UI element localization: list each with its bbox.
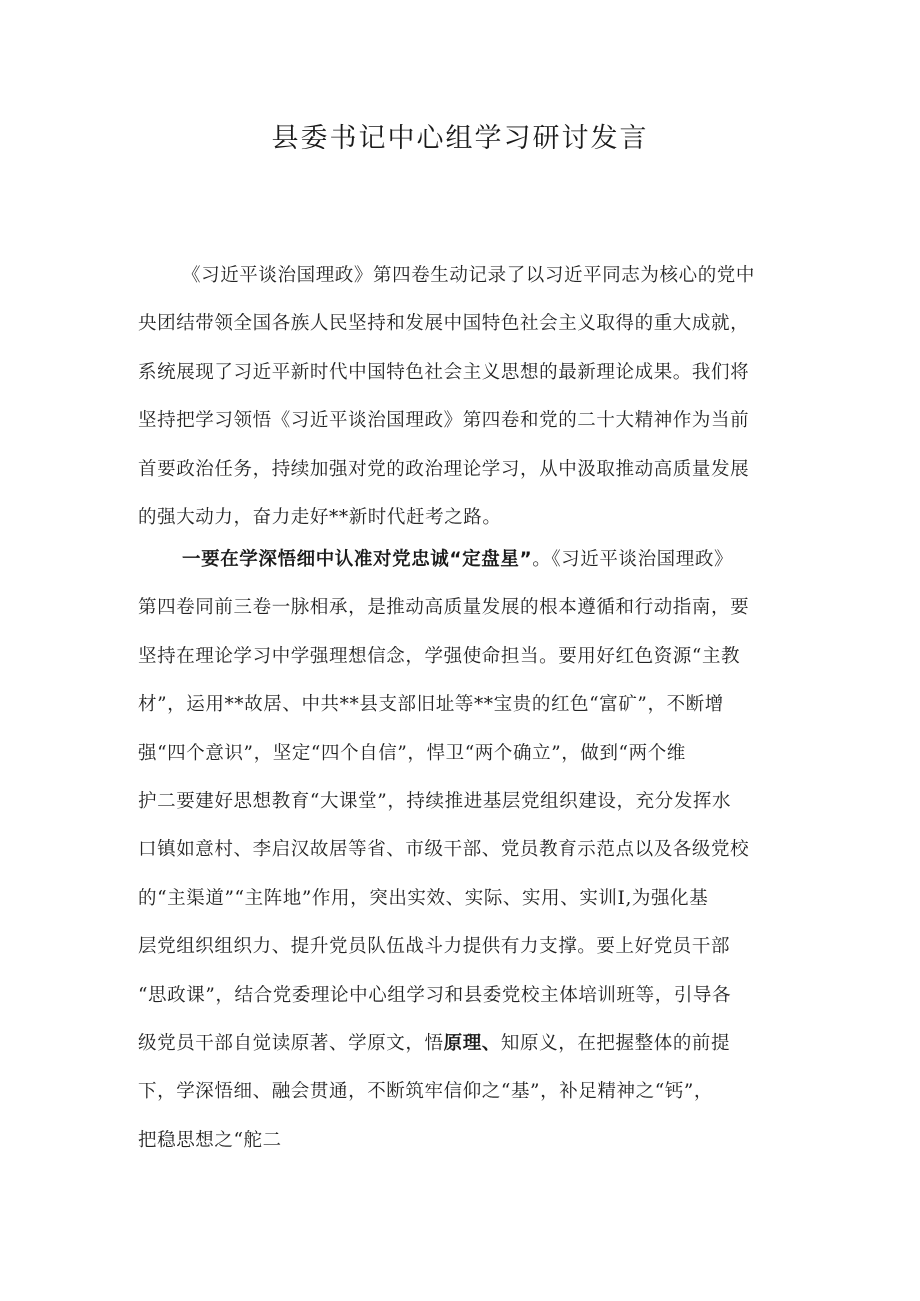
paragraph-line: 的强大动力，奋力走好**新时代赶考之路。 — [138, 506, 502, 528]
emphasis-text: 原理、 — [443, 1032, 501, 1054]
paragraph-line: 坚持把学习领悟《习近平谈治国理政》第四卷和党的二十大精神作为当前 — [138, 410, 750, 432]
paragraph-line: 材”，运用**故居、中共**县支部旧址等**宝贵的红色“富矿”，不断增 — [138, 694, 724, 716]
paragraph-section-one — [138, 536, 798, 1165]
paragraph-line: 把稳思想之“舵二 — [138, 1129, 282, 1151]
paragraph-line: 第四卷同前三卷一脉相承，是推动高质量发展的根本遵循和行动指南，要 — [138, 597, 750, 619]
paragraph-line: 坚持在理论学习中学强理想信念，学强使命担当。要用好红色资源“主教 — [138, 645, 741, 667]
paragraph-line: 首要政治任务，持续加强对党的政治理论学习，从中汲取推动高质量发展 — [138, 458, 750, 480]
paragraph-intro — [138, 252, 798, 542]
paragraph-line: 护二要建好思想教育“大课堂”，持续推进基层党组织建设，充分发挥水 — [138, 790, 732, 812]
section-heading: 一要在学深悟细中认准对党忠诚“定盘星” — [182, 549, 533, 570]
paragraph-line: 《习近平谈治国理政》第四卷生动记录了以习近平同志为核心的党中 — [182, 265, 756, 286]
paragraph-line: 系统展现了习近平新时代中国特色社会主义思想的最新理论成果。我们将 — [138, 361, 750, 383]
paragraph-line: “思政课”，结合党委理论中心组学习和县委党校主体培训班等，引导各 — [138, 984, 732, 1006]
paragraph-line: 口镇如意村、李启汉故居等省、市级干部、党员教育示范点以及各级党校 — [138, 839, 750, 861]
paragraph-line-mixed — [138, 1020, 798, 1068]
paragraph-line: 央团结带领全国各族人民坚持和发展中国特色社会主义取得的重大成就， — [138, 313, 750, 335]
heading-continuation: 。《习近平谈治国理政》 — [532, 549, 734, 570]
paragraph-line: 下，学深悟细、融会贯通，不断筑牢信仰之“基”，补足精神之“钙”， — [138, 1081, 714, 1103]
line-segment: 知原义，在把握整体的前提 — [500, 1032, 731, 1054]
document-title: 县委书记中心组学习研讨发言 — [271, 123, 649, 154]
paragraph-line: 层党组织组织力、提升党员队伍战斗力提供有力支撑。要上好党员干部 — [138, 936, 731, 958]
paragraph-first-line — [138, 536, 798, 584]
paragraph-line: 的“主渠道”“主阵地”作用，突出实效、实际、实用、实训Ⅰ,为强化基 — [138, 887, 709, 909]
line-segment: 级党员干部自觉读原著、学原文，悟 — [138, 1032, 444, 1054]
paragraph-line: 强“四个意识”，坚定“四个自信”，悍卫“两个确立”，做到“两个维 — [138, 742, 686, 764]
